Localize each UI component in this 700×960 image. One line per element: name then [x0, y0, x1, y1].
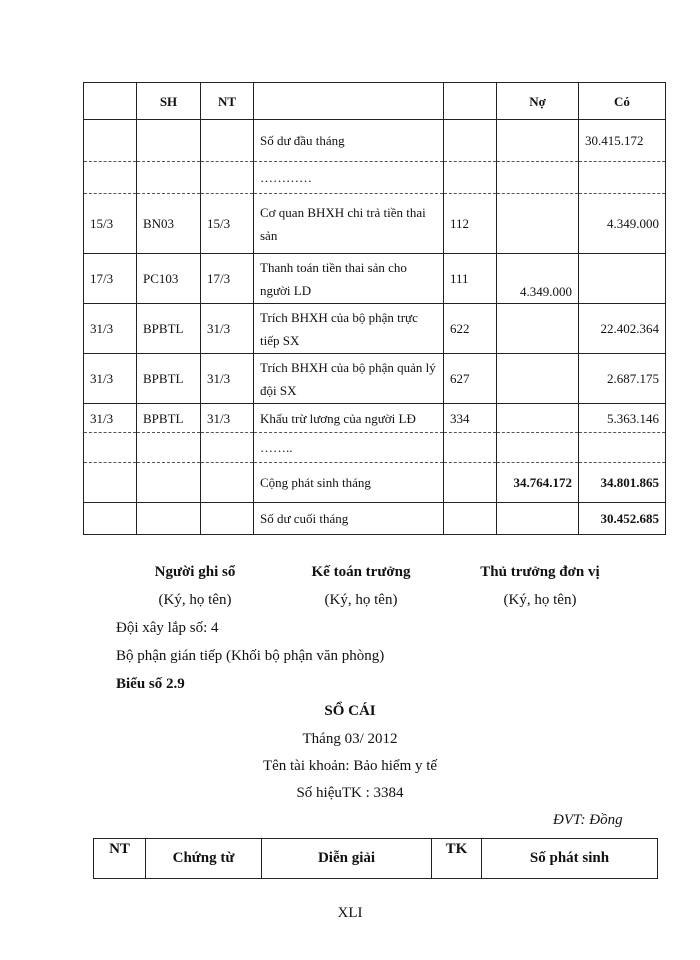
table-row: [84, 162, 666, 194]
header2-amount: Số phát sinh: [482, 839, 658, 879]
header-debit: Nợ: [497, 83, 579, 120]
cell-tk: 112: [444, 194, 497, 254]
cell-nt: 31/3: [201, 404, 254, 433]
cell-date: [84, 162, 137, 194]
cell-debit: [497, 304, 579, 354]
table-row: [84, 503, 666, 535]
table-row: [84, 404, 666, 433]
department-line: Bộ phận gián tiếp (Khối bộ phận văn phòng): [116, 648, 385, 664]
header2-tk: TK: [432, 839, 482, 879]
cell-debit: [497, 194, 579, 254]
header-sh: SH: [137, 83, 201, 120]
cell-desc: …………: [254, 162, 444, 194]
cell-sh: [137, 433, 201, 463]
cell-credit: 4.349.000: [579, 194, 666, 254]
ledger-title: SỔ CÁI: [324, 703, 376, 719]
cell-date: [84, 503, 137, 535]
cell-debit: [497, 354, 579, 404]
cell-desc: Khấu trừ lương của người LĐ: [254, 404, 444, 433]
ledger2-header-table: [93, 838, 658, 879]
cell-desc: Trích BHXH của bộ phận trực tiếp SX: [254, 304, 444, 354]
cell-credit: [579, 254, 666, 304]
cell-credit: 5.363.146: [579, 404, 666, 433]
cell-debit: [497, 433, 579, 463]
signature-recorder-sub: (Ký, họ tên): [158, 592, 232, 608]
cell-debit: 4.349.000: [497, 254, 579, 304]
cell-desc: Số dư đầu tháng: [254, 120, 444, 162]
header-cell: [84, 83, 137, 120]
cell-desc: Thanh toán tiền thai sản cho người LD: [254, 254, 444, 304]
ledger-header-row: [84, 83, 666, 120]
cell-sh: [137, 162, 201, 194]
cell-desc: Trích BHXH của bộ phận quản lý đội SX: [254, 354, 444, 404]
cell-tk: [444, 463, 497, 503]
table-row: [84, 354, 666, 404]
header2-desc: Diễn giải: [262, 839, 432, 879]
signature-head-sub: (Ký, họ tên): [503, 592, 577, 608]
cell-debit: [497, 162, 579, 194]
cell-date: [84, 433, 137, 463]
header-credit: Có: [579, 83, 666, 120]
cell-tk: [444, 120, 497, 162]
cell-sh: BPBTL: [137, 304, 201, 354]
cell-date: [84, 120, 137, 162]
cell-sh: BPBTL: [137, 404, 201, 433]
cell-tk: 111: [444, 254, 497, 304]
header2-nt: NT: [94, 839, 146, 879]
table-row: [84, 194, 666, 254]
cell-nt: [201, 120, 254, 162]
cell-credit: [579, 433, 666, 463]
form-number: Biểu số 2.9: [116, 676, 185, 692]
cell-debit-total: 34.764.172: [497, 463, 579, 503]
cell-debit: [497, 404, 579, 433]
ledger-month: Tháng 03/ 2012: [302, 731, 398, 747]
cell-date: 31/3: [84, 304, 137, 354]
cell-sh: [137, 463, 201, 503]
cell-tk: [444, 162, 497, 194]
table-row: [84, 463, 666, 503]
currency-unit: ĐVT: Đồng: [553, 812, 623, 828]
cell-debit: [497, 120, 579, 162]
cell-desc: Cộng phát sinh tháng: [254, 463, 444, 503]
signature-chief-sub: (Ký, họ tên): [324, 592, 398, 608]
cell-credit-total: 34.801.865: [579, 463, 666, 503]
cell-nt: [201, 463, 254, 503]
cell-date: 17/3: [84, 254, 137, 304]
table-row: [84, 120, 666, 162]
page-number: XLI: [337, 905, 363, 921]
cell-desc: Số dư cuối tháng: [254, 503, 444, 535]
signature-head-title: Thủ trưởng đơn vị: [480, 564, 600, 580]
table-row: [84, 433, 666, 463]
table-row: [84, 304, 666, 354]
cell-tk: 622: [444, 304, 497, 354]
cell-sh: BN03: [137, 194, 201, 254]
cell-debit: [497, 503, 579, 535]
cell-credit: 2.687.175: [579, 354, 666, 404]
cell-sh: [137, 120, 201, 162]
cell-date: 15/3: [84, 194, 137, 254]
cell-nt: 17/3: [201, 254, 254, 304]
cell-tk: 627: [444, 354, 497, 404]
cell-sh: BPBTL: [137, 354, 201, 404]
table-row: [84, 254, 666, 304]
ledger-table: [83, 82, 666, 535]
ledger2-header-row: [94, 839, 658, 879]
cell-nt: 31/3: [201, 354, 254, 404]
cell-credit: 22.402.364: [579, 304, 666, 354]
cell-nt: [201, 433, 254, 463]
cell-credit-closing: 30.452.685: [579, 503, 666, 535]
signature-chief-title: Kế toán trưởng: [311, 564, 411, 580]
header2-voucher: Chứng từ: [146, 839, 262, 879]
cell-nt: [201, 162, 254, 194]
cell-date: 31/3: [84, 354, 137, 404]
cell-desc: ……..: [254, 433, 444, 463]
cell-desc: Cơ quan BHXH chi trả tiền thai sản: [254, 194, 444, 254]
cell-sh: PC103: [137, 254, 201, 304]
team-line: Đội xây lắp số: 4: [116, 620, 219, 636]
cell-nt: 31/3: [201, 304, 254, 354]
cell-tk: [444, 433, 497, 463]
header-tk: [444, 83, 497, 120]
cell-sh: [137, 503, 201, 535]
cell-credit: 30.415.172: [579, 120, 666, 162]
account-name: Tên tài khoản: Bảo hiểm y tế: [262, 758, 438, 774]
header-nt: NT: [201, 83, 254, 120]
header-desc: [254, 83, 444, 120]
cell-date: [84, 463, 137, 503]
cell-tk: [444, 503, 497, 535]
signature-recorder-title: Người ghi sổ: [154, 564, 236, 580]
cell-credit: [579, 162, 666, 194]
cell-nt: [201, 503, 254, 535]
cell-date: 31/3: [84, 404, 137, 433]
account-number: Số hiệuTK : 3384: [296, 785, 404, 801]
cell-nt: 15/3: [201, 194, 254, 254]
cell-tk: 334: [444, 404, 497, 433]
